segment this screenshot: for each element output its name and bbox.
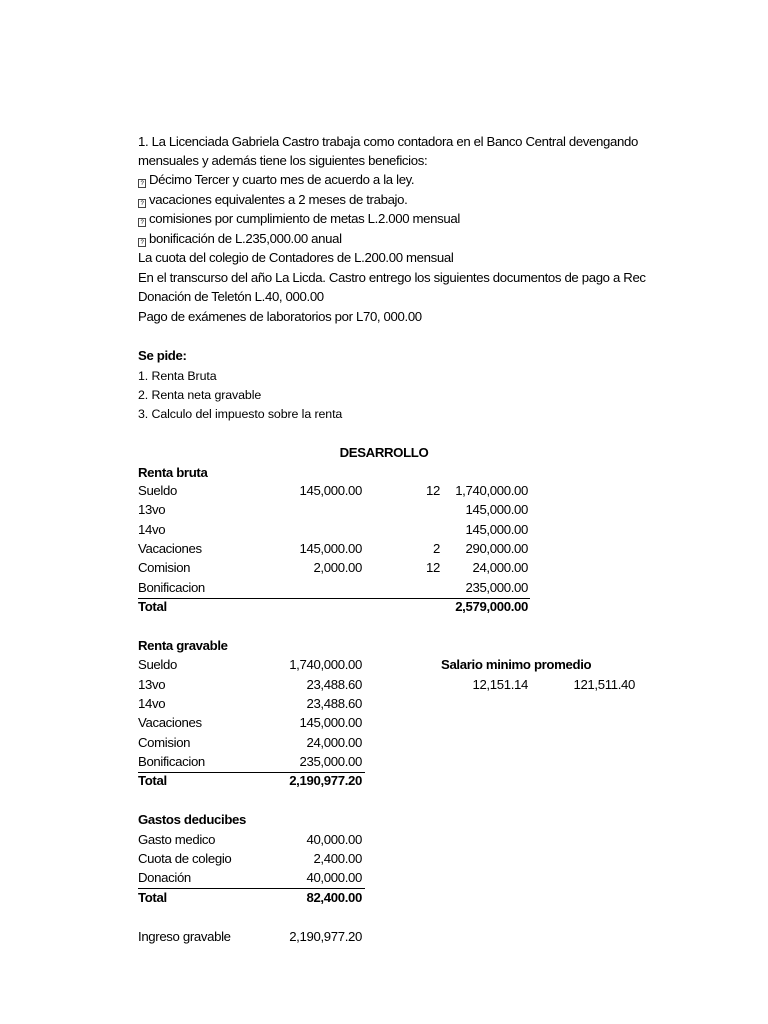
row-label: Sueldo — [138, 483, 177, 498]
total-amount: 2,190,977.20 — [289, 773, 362, 788]
ingreso-gravable-amount: 2,190,977.20 — [289, 929, 362, 944]
ingreso-gravable-label: Ingreso gravable — [138, 929, 231, 944]
se-pide-item: 2. Renta neta gravable — [138, 388, 262, 402]
bullet-box-icon: ? — [138, 179, 146, 188]
benefit-item: ? bonificación de L.235,000.00 anual — [138, 230, 342, 248]
bullet-box-icon: ? — [138, 199, 146, 208]
row-amount: 24,000.00 — [472, 560, 528, 575]
row-label: Bonificacion — [138, 754, 205, 769]
row-amount: 145,000.00 — [299, 715, 362, 730]
row-label: Cuota de colegio — [138, 851, 232, 866]
renta-gravable-heading: Renta gravable — [138, 638, 228, 653]
row-base: 145,000.00 — [299, 541, 362, 556]
row-label: Bonificacion — [138, 580, 205, 595]
problem-line-1: 1. La Licenciada Gabriela Castro trabaja como contadora en el Banco Central devengando — [138, 134, 638, 149]
row-factor: 2 — [433, 541, 440, 556]
row-label: Gasto medico — [138, 832, 216, 847]
row-base: 2,000.00 — [313, 560, 362, 575]
row-amount: 23,488.60 — [306, 677, 362, 692]
salario-minimo-heading: Salario minimo promedio — [441, 657, 592, 672]
bullet-box-icon: ? — [138, 218, 146, 227]
benefit-item: ? comisiones por cumplimiento de metas L.2.000 mensual — [138, 210, 460, 228]
row-label: Comision — [138, 735, 191, 750]
row-amount: 2,400.00 — [313, 851, 362, 866]
se-pide-item: 1. Renta Bruta — [138, 369, 217, 383]
row-amount: 235,000.00 — [465, 580, 528, 595]
row-label: 14vo — [138, 522, 166, 537]
total-label: Total — [138, 890, 167, 905]
gastos-heading: Gastos deducibes — [138, 812, 246, 827]
row-amount: 290,000.00 — [465, 541, 528, 556]
problem-line-7: La cuota del colegio de Contadores de L.200.00 mensual — [138, 250, 454, 265]
row-label: Sueldo — [138, 657, 177, 672]
problem-line-10: Pago de exámenes de laboratorios por L70, 000.00 — [138, 309, 422, 324]
total-label: Total — [138, 773, 167, 788]
renta-bruta-heading: Renta bruta — [138, 465, 208, 480]
row-label: 13vo — [138, 502, 166, 517]
row-factor: 12 — [426, 483, 440, 498]
row-base: 145,000.00 — [299, 483, 362, 498]
problem-line-8: En el transcurso del año La Licda. Castro entrego los siguientes documentos de pago a Rec — [138, 270, 646, 285]
se-pide-item: 3. Calculo del impuesto sobre la renta — [138, 407, 343, 421]
desarrollo-title: DESARROLLO — [339, 445, 429, 460]
row-factor: 12 — [426, 560, 440, 575]
row-amount: 145,000.00 — [465, 522, 528, 537]
row-amount: 40,000.00 — [306, 832, 362, 847]
row-label: Donación — [138, 870, 191, 885]
row-amount: 40,000.00 — [306, 870, 362, 885]
total-amount: 82,400.00 — [306, 890, 362, 905]
benefit-item: ? Décimo Tercer y cuarto mes de acuerdo a la ley. — [138, 171, 414, 189]
salario-minimo-annual: 121,511.40 — [573, 677, 635, 692]
row-amount: 24,000.00 — [306, 735, 362, 750]
total-amount: 2,579,000.00 — [455, 599, 528, 614]
problem-line-2: mensuales y además tiene los siguientes beneficios: — [138, 153, 428, 168]
row-label: Vacaciones — [138, 715, 202, 730]
row-amount: 145,000.00 — [465, 502, 528, 517]
row-amount: 1,740,000.00 — [455, 483, 528, 498]
salario-minimo-value: 12,151.14 — [472, 677, 528, 692]
benefit-item: ? vacaciones equivalentes a 2 meses de trabajo. — [138, 191, 407, 209]
row-amount: 235,000.00 — [299, 754, 362, 769]
total-label: Total — [138, 599, 167, 614]
row-label: 13vo — [138, 677, 166, 692]
bullet-box-icon: ? — [138, 238, 146, 247]
row-label: Comision — [138, 560, 191, 575]
row-amount: 1,740,000.00 — [289, 657, 362, 672]
row-label: Vacaciones — [138, 541, 202, 556]
problem-line-9: Donación de Teletón L.40, 000.00 — [138, 289, 324, 304]
row-label: 14vo — [138, 696, 166, 711]
row-amount: 23,488.60 — [306, 696, 362, 711]
se-pide-heading: Se pide: — [138, 348, 187, 363]
